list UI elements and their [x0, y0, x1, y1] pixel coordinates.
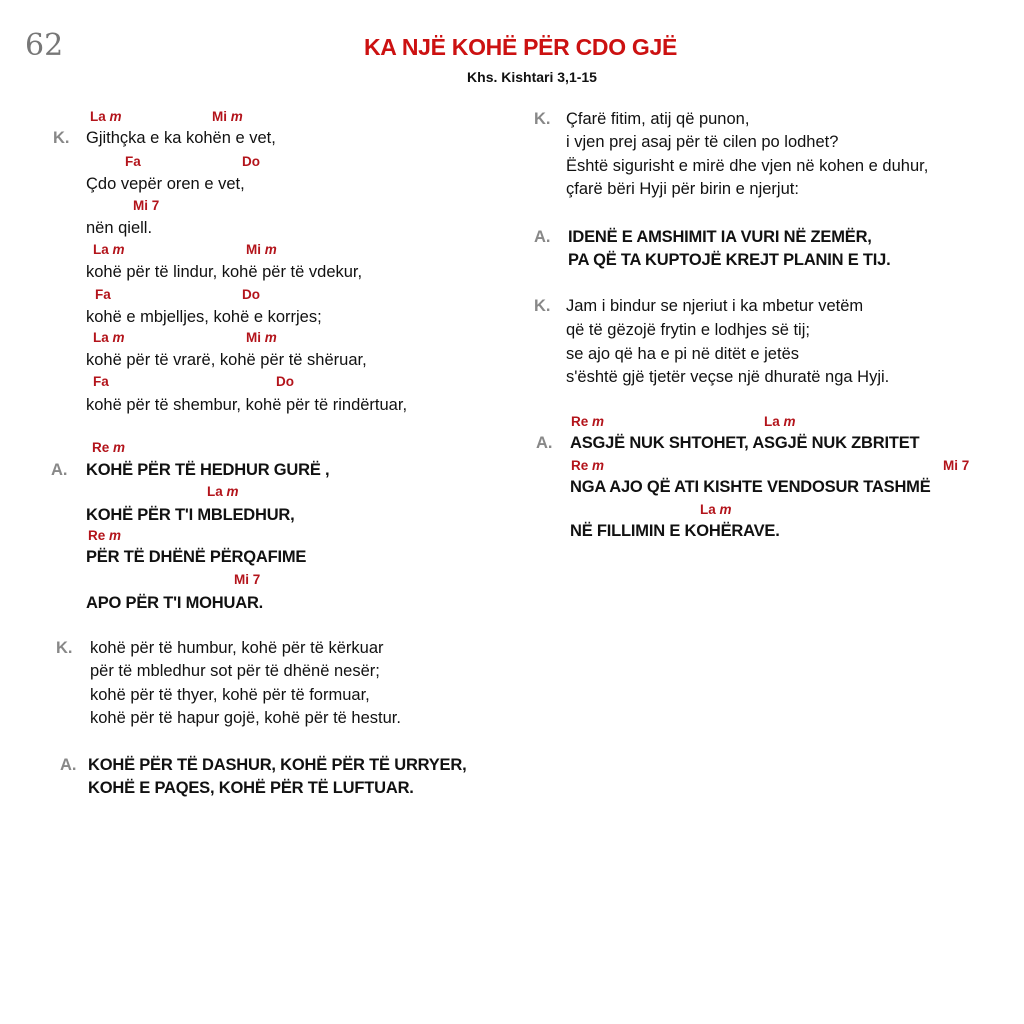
- chord: Do: [242, 287, 260, 302]
- chord: Do: [276, 374, 294, 389]
- chord: Mi m: [246, 330, 277, 345]
- refrain-line: APO PËR T'I MOHUAR.: [86, 594, 264, 612]
- refrain-line: KOHË PËR TË DASHUR, KOHË PËR TË URRYER,: [88, 756, 467, 774]
- chord: La m: [93, 330, 125, 345]
- marker-a: A.: [534, 228, 551, 246]
- marker-a: A.: [51, 461, 68, 479]
- lyric-line: Çdo vepër oren e vet,: [86, 175, 245, 193]
- marker-k: K.: [53, 129, 70, 147]
- refrain-line: KOHË PËR TË HEDHUR GURË ,: [86, 461, 330, 479]
- chord: La m: [93, 242, 125, 257]
- lyric-line: Çfarë fitim, atij që punon,: [566, 110, 750, 128]
- lyric-line: kohë për të humbur, kohë për të kërkuar: [90, 639, 384, 657]
- lyric-line: kohë për të vrarë, kohë për të shëruar,: [86, 351, 367, 369]
- chord: Mi 7: [943, 458, 970, 473]
- marker-k: K.: [56, 639, 73, 657]
- chord: La m: [764, 414, 796, 429]
- refrain-line: IDENË E AMSHIMIT IA VURI NË ZEMËR,: [568, 228, 872, 246]
- chord: Fa: [95, 287, 111, 302]
- lyric-line: se ajo që ha e pi në ditët e jetës: [566, 345, 799, 363]
- chord: Mi 7: [133, 198, 160, 213]
- chord: Re m: [92, 440, 126, 455]
- page-number: 62: [25, 28, 64, 63]
- refrain-line: ASGJË NUK SHTOHET, ASGJË NUK ZBRITET: [570, 434, 920, 452]
- chord: La m: [207, 484, 239, 499]
- lyric-line: kohë për të hapur gojë, kohë për të hestur.: [90, 709, 401, 727]
- marker-a: A.: [60, 756, 77, 774]
- lyric-line: s'është gjë tjetër veçse një dhuratë nga Hyji.: [566, 368, 890, 386]
- refrain-line: PËR TË DHËNË PËRQAFIME: [86, 548, 307, 566]
- lyric-line: i vjen prej asaj për të cilen po lodhet?: [566, 133, 839, 151]
- chord: Do: [242, 154, 260, 169]
- lyric-line: Jam i bindur se njeriut i ka mbetur vetëm: [566, 297, 864, 315]
- lyric-line: kohë për të lindur, kohë për të vdekur,: [86, 263, 363, 281]
- lyric-line: Gjithçka e ka kohën e vet,: [86, 129, 276, 147]
- chord: Fa: [125, 154, 141, 169]
- song-title: KA NJË KOHË PËR CDO GJË: [363, 34, 678, 60]
- chord: Re m: [571, 458, 605, 473]
- refrain-line: KOHË E PAQES, KOHË PËR TË LUFTUAR.: [88, 779, 414, 797]
- chord: Fa: [93, 374, 109, 389]
- marker-k: K.: [534, 297, 551, 315]
- lyric-line: çfarë bëri Hyji për birin e njerjut:: [566, 180, 799, 198]
- chord: Re m: [571, 414, 605, 429]
- chord: La m: [90, 109, 122, 124]
- chord: La m: [700, 502, 732, 517]
- song-subtitle: Khs. Kishtari 3,1-15: [467, 69, 597, 85]
- lyric-line: kohë e mbjelljes, kohë e korrjes;: [86, 308, 322, 326]
- refrain-line: PA QË TA KUPTOJË KREJT PLANIN E TIJ.: [568, 251, 891, 269]
- chord: Re m: [88, 528, 122, 543]
- refrain-line: NË FILLIMIN E KOHËRAVE.: [570, 522, 780, 540]
- lyric-line: që të gëzojë frytin e lodhjes së tij;: [566, 321, 810, 339]
- chord: Mi 7: [234, 572, 261, 587]
- marker-k: K.: [534, 110, 551, 128]
- marker-a: A.: [536, 434, 553, 452]
- refrain-line: NGA AJO QË ATI KISHTE VENDOSUR TASHMË: [570, 478, 931, 496]
- lyric-line: për të mbledhur sot për të dhënë nesër;: [90, 662, 380, 680]
- lyric-line: nën qiell.: [86, 219, 153, 237]
- chord: Mi m: [212, 109, 243, 124]
- lyric-line: kohë për të thyer, kohë për të formuar,: [90, 686, 370, 704]
- lyric-line: Është sigurisht e mirë dhe vjen në kohen e duhur,: [566, 157, 929, 175]
- refrain-line: KOHË PËR T'I MBLEDHUR,: [86, 506, 295, 524]
- lyric-line: kohë për të shembur, kohë për të rindërtuar,: [86, 396, 408, 414]
- chord: Mi m: [246, 242, 277, 257]
